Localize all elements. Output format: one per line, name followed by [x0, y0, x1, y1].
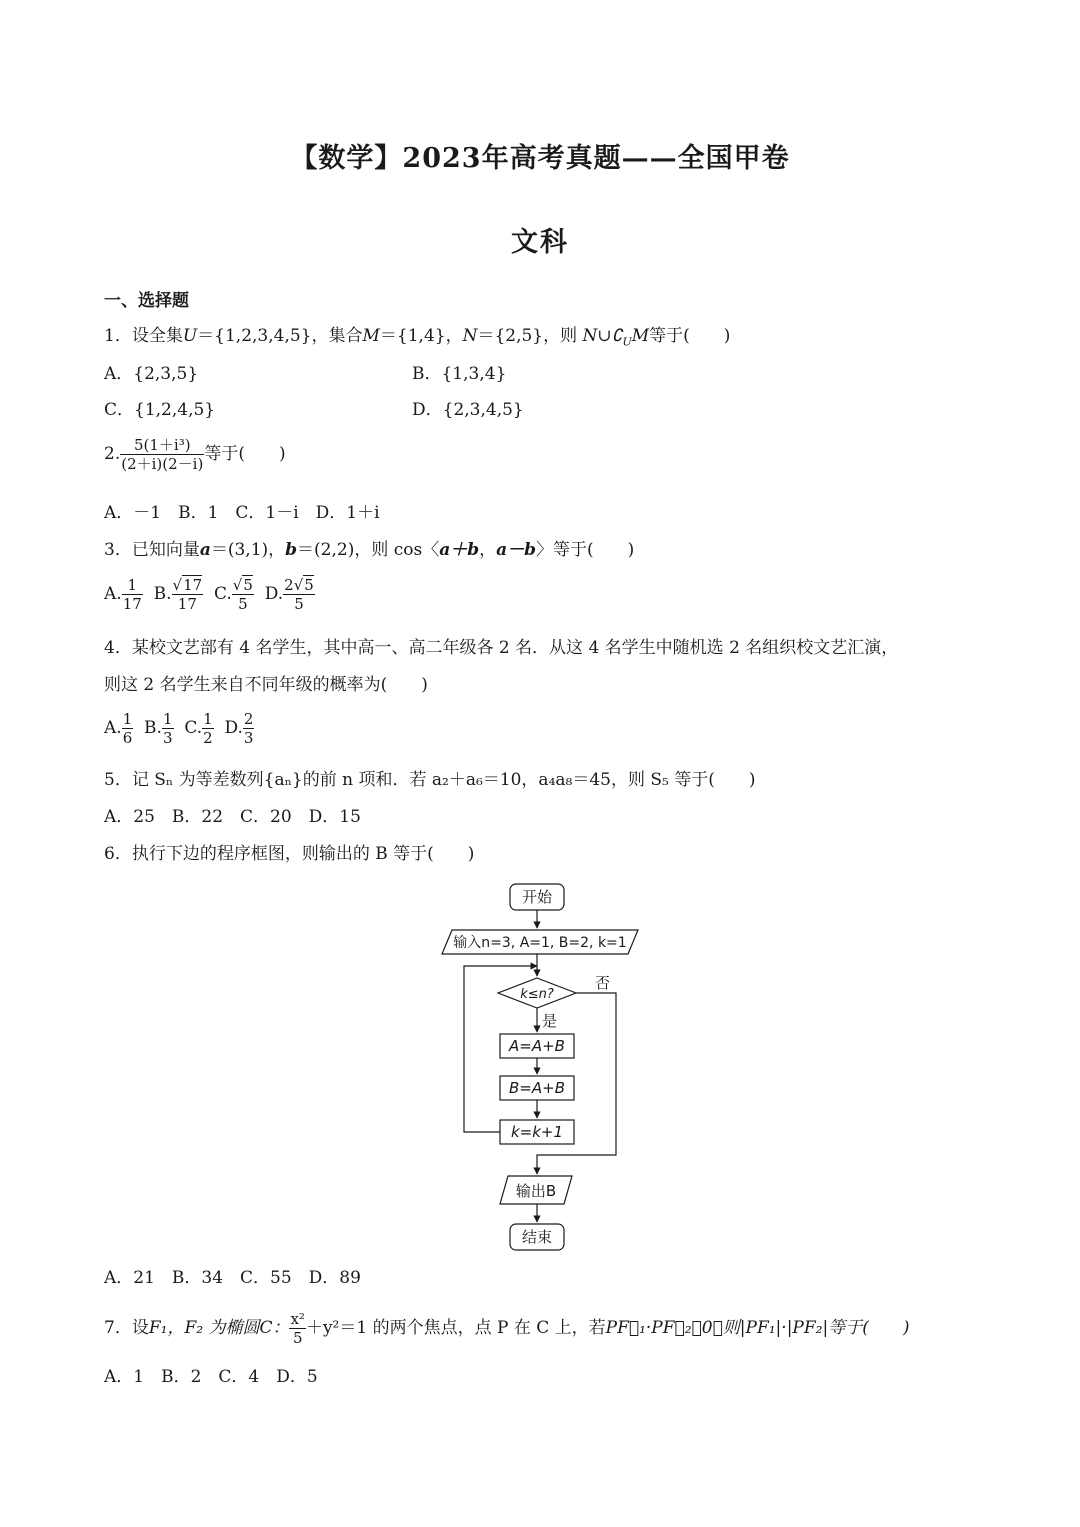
flow-step2-label: B=A+B — [509, 1079, 565, 1097]
question-1-option-d: D．{2,3,4,5} — [412, 400, 524, 420]
question-2-stem: 2. $\frac{\text{5(1＋i³)}}{(2+i)(2-i)}$ 等于( ) — [104, 436, 286, 473]
flow-step3-label: k=k+1 — [510, 1123, 564, 1141]
section-heading: 一、选择题 — [104, 291, 189, 311]
flow-yes-label: 是 — [542, 1012, 558, 1030]
flow-no-label: 否 — [595, 974, 611, 992]
question-1-option-c: C．{1,2,4,5} — [104, 400, 216, 420]
flow-end-label: 结束 — [521, 1228, 553, 1246]
question-2-fraction: $\frac{\text{5(1＋i³)}}{(2+i)(2-i)}$ — [121, 436, 204, 473]
question-4-stem-line2: 则这 2 名学生来自不同年级的概率为( ) — [104, 675, 428, 695]
question-2-options: A．－1 B．1 C．1－i D．1＋i — [104, 503, 380, 523]
question-6-options: A．21 B．34 C．55 D．89 — [104, 1268, 361, 1288]
question-4-stem-line1: 4．某校文艺部有 4 名学生，其中高一、高二年级各 2 名．从这 4 名学生中随机选 2 名组织校文艺汇演， — [104, 638, 899, 658]
question-4-options: A. $\frac{1}{6}$ B. $\frac{1}{3}$ C. $\frac{1}{2}$ D. $\frac{2}{3}$ — [104, 710, 254, 747]
question-7-options: A．1 B．2 C．4 D．5 — [104, 1367, 318, 1387]
flow-step1-label: A=A+B — [509, 1037, 565, 1055]
flow-output-label: 输出B — [515, 1182, 557, 1200]
question-6-stem: 6．执行下边的程序框图，则输出的 B 等于( ) — [104, 844, 475, 864]
question-1-option-a: A．{2,3,5} — [104, 364, 199, 384]
flow-condition-label: k≤n? — [520, 987, 554, 1002]
question-1-option-b: B．{1,3,4} — [412, 364, 507, 384]
page-title: 【数学】2023年高考真题——全国甲卷 — [290, 143, 790, 174]
question-3-stem: 3．已知向量a＝(3,1)，b＝(2,2)，则 cos〈a＋b，a－b〉等于( ) — [104, 540, 635, 560]
question-7-stem: 7．设F₁，F₂ 为椭圆C： $\frac{\text{x²}}{5}$ ＋y²＝1 的两个焦点，点 P 在 C 上，若PF⃗₁·PF⃗₂＝0，则|PF₁|·|PF₂|等于( ) — [104, 1310, 910, 1347]
question-1-stem: 1．设全集U＝{1,2,3,4,5}，集合M＝{1,4}，N＝{2,5}，则 $N\cup∁_UM$等于( ) — [104, 326, 731, 349]
question-5-options: A．25 B．22 C．20 D．15 — [104, 807, 361, 827]
question-5-stem: 5．记 Sₙ 为等差数列{aₙ}的前 n 项和．若 a₂＋a₆＝10，a₄a₈＝45，则 S₅ 等于( ) — [104, 770, 756, 790]
page-subtitle: 文科 — [511, 227, 569, 258]
flow-start-label: 开始 — [521, 888, 553, 906]
flowchart — [430, 878, 650, 1258]
flow-input-label: 输入n=3, A=1, B=2, k=1 — [453, 935, 627, 951]
question-3-options: A. $\frac{1}{17}$ B. $\frac{√17}{17}$ C. $\frac{√5}{5}$ D. $\frac{2√5}{5}$ — [104, 576, 314, 613]
